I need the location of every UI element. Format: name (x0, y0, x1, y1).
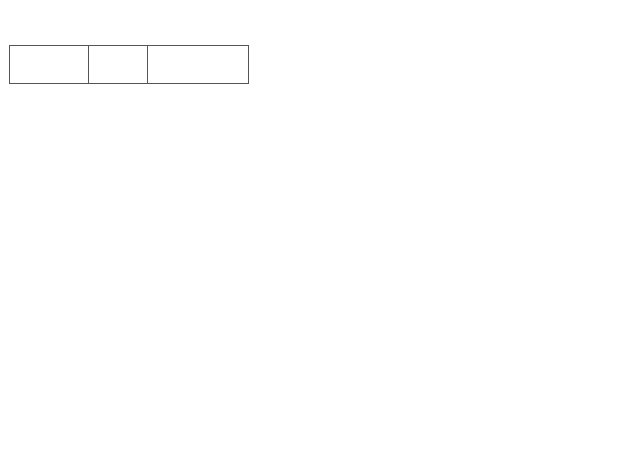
blank-cell (89, 45, 148, 83)
table-row (10, 45, 607, 83)
budget-table (9, 45, 607, 84)
blank-cell (10, 45, 89, 83)
row-description (148, 45, 249, 83)
